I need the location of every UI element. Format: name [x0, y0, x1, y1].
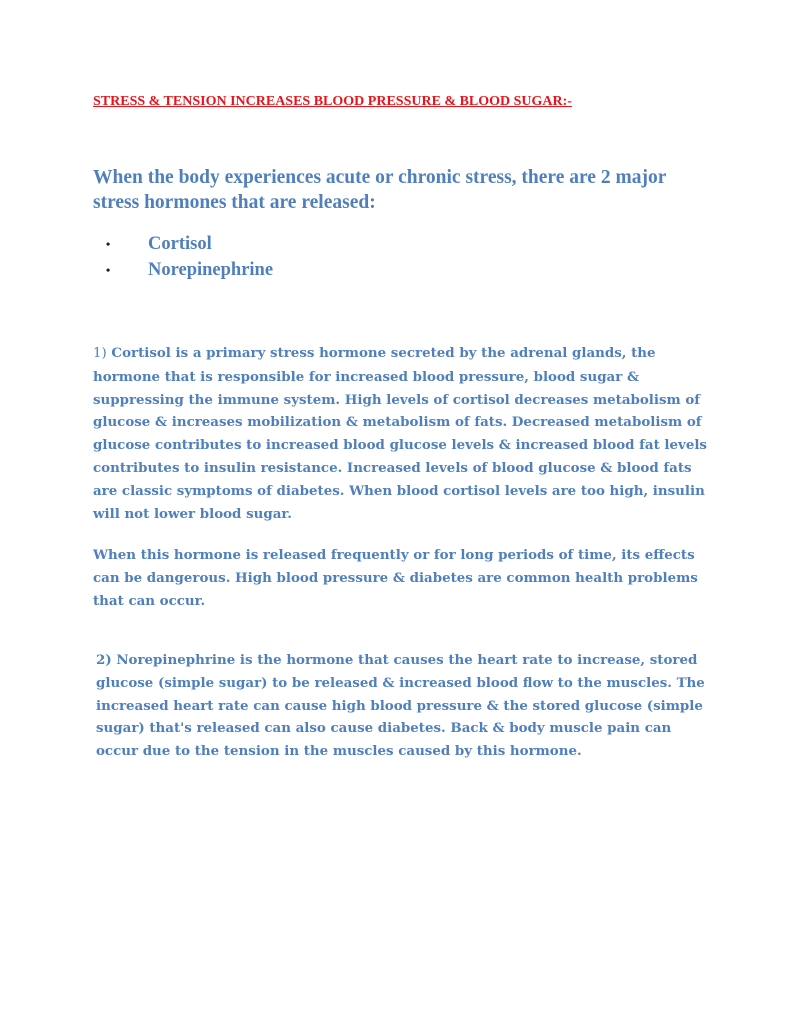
bullet-icon: • [106, 263, 111, 277]
norepinephrine-paragraph: 2) Norepinephrine is the hormone that causes the heart rate to increase, stored glucose (simple sugar) to be released & increased blood flow to the muscles. The increased heart rate can cause high blood pressure & the stored glucose (simple sugar) that's released can also cause diabetes. Back & body muscle pain can occur due to the tension in the muscles caused by this hormone. [96, 652, 705, 760]
cortisol-paragraph [93, 342, 713, 525]
bullet-icon: • [106, 237, 111, 251]
intro-paragraph: When the body experiences acute or chronic stress, there are 2 major stress hormones that are released: [93, 167, 666, 213]
list-item-label: Cortisol [148, 234, 212, 254]
paragraph-text: Cortisol is a primary stress hormone secreted by the adrenal glands, the hormone that is responsible for increased blood pressure, blood sugar & suppressing the immune system. High levels of cortisol decreases metabolism of glucose & increases mobilization & metabolism of fats. Decreased metabolism of glucose contributes to increased blood glucose levels & increased blood fat levels contributes to insulin resistance. Increased levels of blood glucose & blood fats are classic symptoms of diabetes. When blood cortisol levels are too high, insulin will not lower blood sugar. [93, 345, 707, 522]
effects-paragraph: When this hormone is released frequently or for long periods of time, its effects can be dangerous. High blood pressure & diabetes are common health problems that can occur. [93, 547, 698, 609]
list-item-label: Norepinephrine [148, 260, 274, 280]
document-heading: STRESS & TENSION INCREASES BLOOD PRESSURE & BLOOD SUGAR:- [93, 94, 572, 109]
paragraph-number: 1) [93, 346, 107, 361]
